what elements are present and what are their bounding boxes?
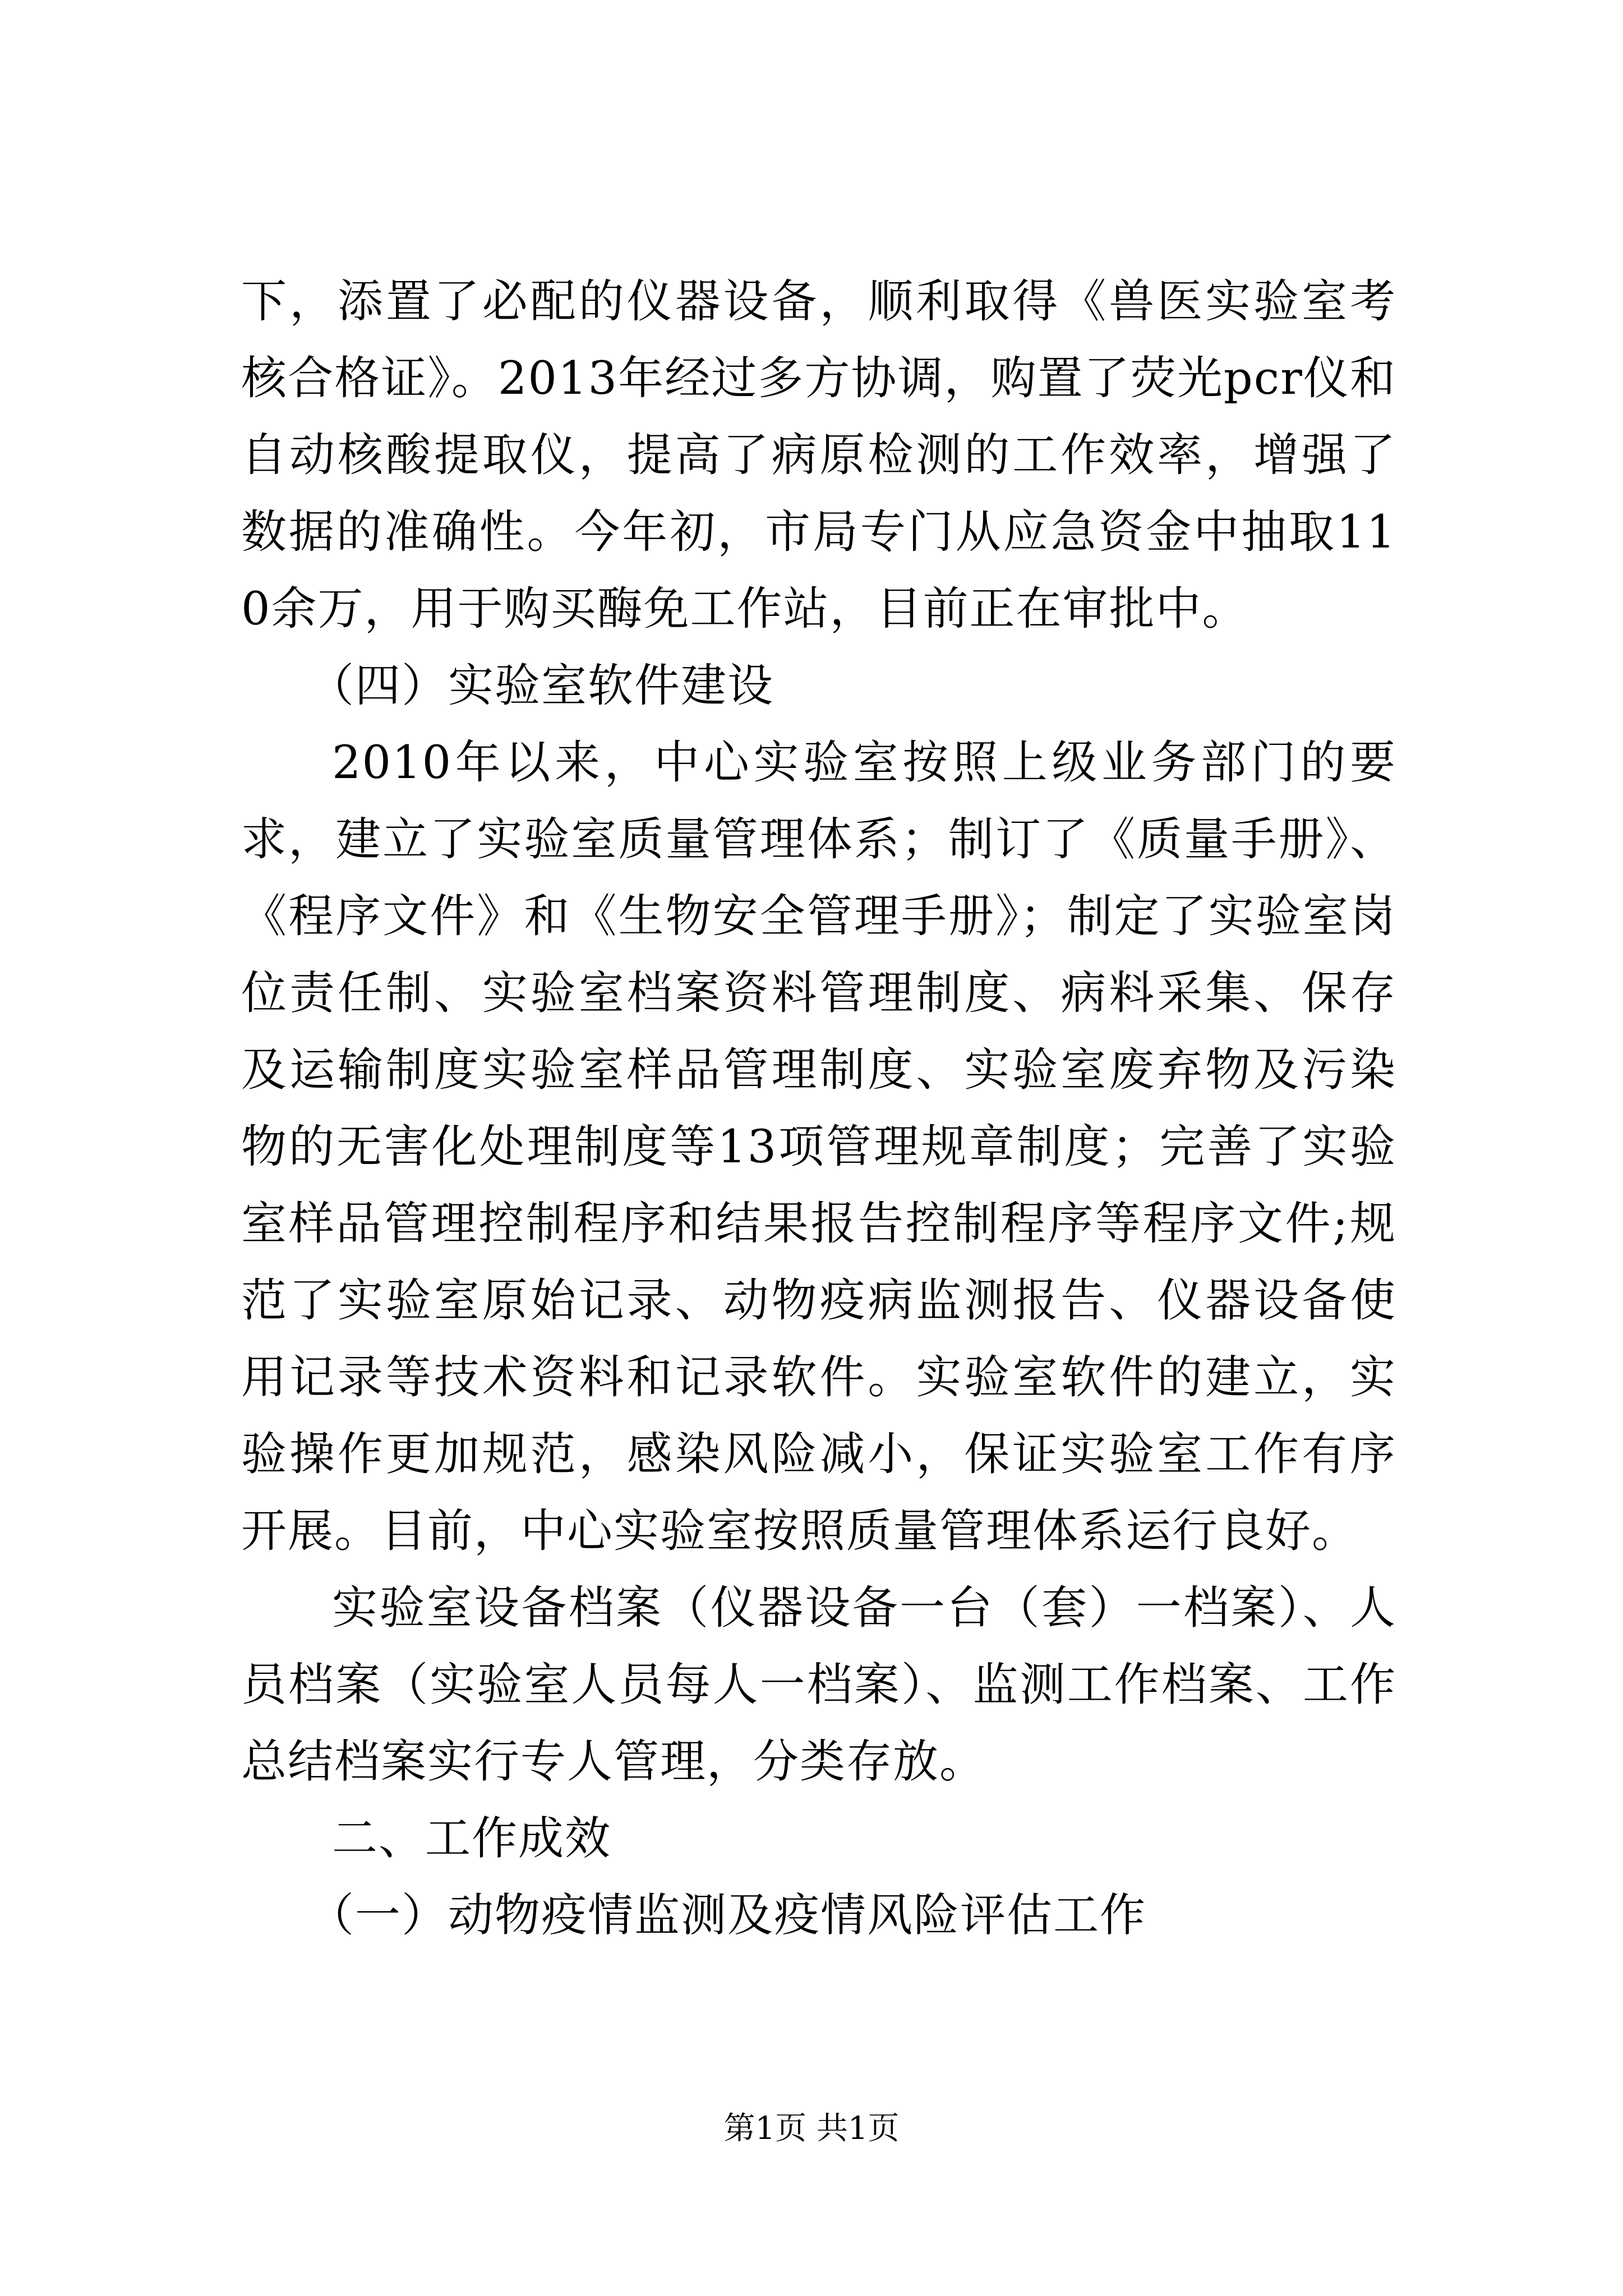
page-footer: 第1页 共1页 [723, 2110, 900, 2147]
document-body [241, 264, 1396, 1954]
section-heading-results: 二、工作成效 [332, 1812, 612, 1865]
paragraph-archives: 实验室设备档案（仪器设备一台（套）一档案）、人员档案（实验室人员每人一档案）、监测工作档案、工作总结档案实行专人管理，分类存放。 [241, 1582, 1396, 1788]
paragraph-software: 2010年以来，中心实验室按照上级业务部门的要求，建立了实验室质量管理体系；制订了《质量手册》、《程序文件》和《生物安全管理手册》；制定了实验室岗位责任制、实验室档案资料管理制度、病料采集、保存及运输制度实验室样品管理制度、实验室废弃物及污染物的无害化处理制度等13项管理规章制度；完善了实验室样品管理控制程序和结果报告控制程序等程序文件;规范了实验室原始记录、动物疫病监测报告、仪器设备使用记录等技术资料和记录软件。实验室软件的建立，实验操作更加规范，感染风险减小，保证实验室工作有序开展。目前，中心实验室按照质量管理体系运行良好。 [241, 737, 1396, 1558]
section-heading-software: （四）实验室软件建设 [308, 660, 774, 712]
paragraph-equipment: 下，添置了必配的仪器设备，顺利取得《兽医实验室考核合格证》。2013年经过多方协调，购置了荧光pcr仪和自动核酸提取仪，提高了病原检测的工作效率，增强了数据的准确性。今年初，市局专门从应急资金中抽取110余万，用于购买酶免工作站，目前正在审批中。 [241, 275, 1396, 636]
subsection-heading-monitoring: （一）动物疫情监测及疫情风险评估工作 [308, 1889, 1147, 1942]
